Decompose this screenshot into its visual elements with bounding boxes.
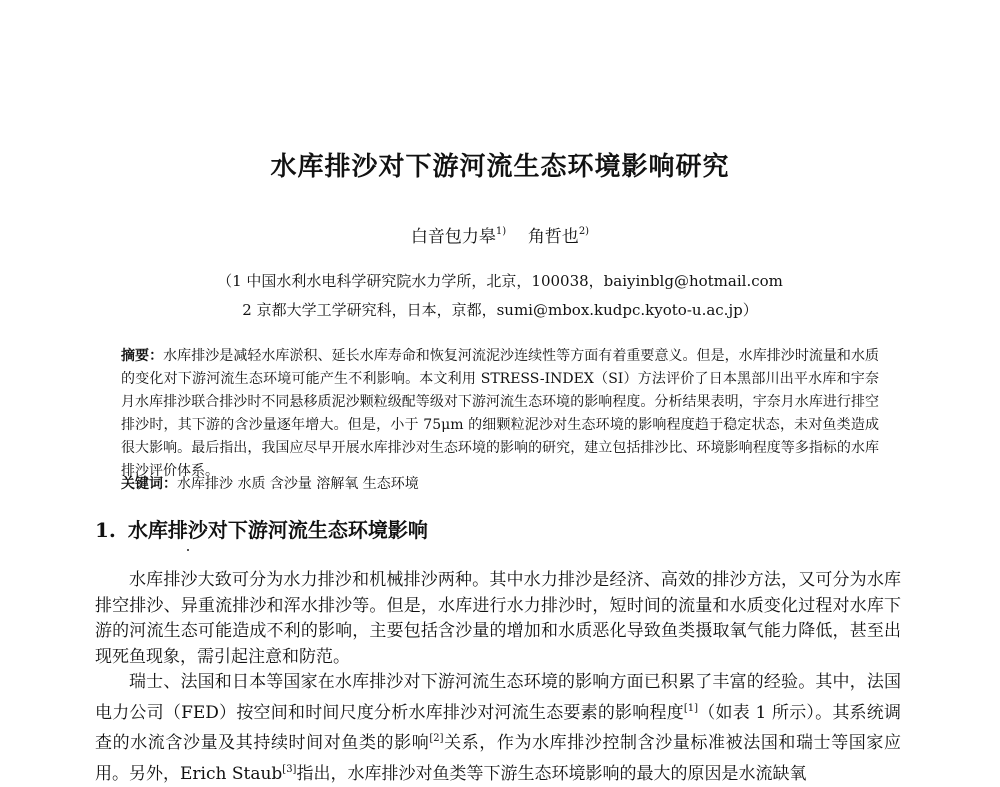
keywords bbox=[121, 473, 879, 496]
paragraph-text: 指出，水库排沙对鱼类等下游生态环境影响的最大的原因是水流缺氧 bbox=[296, 763, 807, 784]
paragraph: 水库排沙大致可分为水力排沙和机械排沙两种。其中水力排沙是经济、高效的排沙方法，又可分为水库排空排沙、异重流排沙和浑水排沙等。但是，水库进行水力排沙时，短时间的流量和水质变化过程对水库下游的河流生态可能造成不利的影响，主要包括含沙量的增加和水质恶化导致鱼类摄取氧气能力降低，甚至出现死鱼现象，需引起注意和防范。 bbox=[95, 570, 901, 667]
author-affiliation-mark: 1) bbox=[495, 226, 507, 237]
abstract-text: 水库排沙是减轻水库淤积、延长水库寿命和恢复河流泥沙连续性等方面有着重要意义。但是，水库排沙时流量和水质的变化对下游河流生态环境可能产生不利影响。本文利用 STRESS-INDEX（SI）方法评价了日本黑部川出平水库和宇奈月水库排沙联合排沙时不同悬移质泥沙颗粒级配等级对下游河流生态环境的影响程度。分析结果表明，宇奈月水库进行排空排沙时，其下游的含沙量逐年增大。但是，小于 75μm 的细颗粒泥沙对生态环境的影响程度趋于稳定状态，未对鱼类造成很大影响。最后指出，我国应尽早开展水库排沙对生态环境的影响的研究，建立包括排沙比、环境影响程度等多指标的水库排沙评价体系。 bbox=[121, 348, 880, 479]
author-name: 白音包力皋 bbox=[410, 227, 496, 247]
keywords-label: 关键词： bbox=[121, 476, 177, 492]
abstract bbox=[121, 345, 879, 483]
affiliation-line: 2 京都大学工学研究科，日本，京都，sumi@mbox.kudpc.kyoto-u.ac.jp） bbox=[242, 301, 758, 319]
paragraph-text: （如表 1 所示）。其系统调查的水流含沙量及其持续时间对鱼类的影响 bbox=[95, 702, 901, 753]
paragraph-text: 关系，作为水库排沙控制含沙量标准被法国和瑞士等国家应用。另外，Erich Staub bbox=[95, 733, 901, 784]
author-affiliation-mark: 2) bbox=[578, 226, 590, 237]
paper-title: 水库排沙对下游河流生态环境影响研究 bbox=[270, 152, 730, 182]
paragraph-text: 瑞士、法国和日本等国家在水库排沙对下游河流生态环境的影响方面已积累了丰富的经验。其中，法国电力公司（FED）按空间和时间尺度分析水库排沙对河流生态要素的影响程度 bbox=[95, 672, 901, 723]
citation-ref: [2] bbox=[429, 733, 444, 744]
section-number: 1. bbox=[95, 518, 116, 542]
paragraph bbox=[95, 670, 901, 787]
scan-speck bbox=[187, 549, 189, 551]
author-line bbox=[0, 222, 1000, 247]
citation-ref: [3] bbox=[282, 763, 297, 775]
keywords-text: 水库排沙 水质 含沙量 溶解氧 生态环境 bbox=[177, 476, 419, 492]
author-name: 角哲也 bbox=[527, 227, 579, 247]
abstract-label: 摘要： bbox=[121, 348, 164, 364]
affiliation-line: （1 中国水利水电科学研究院水力学所，北京，100038，baiyinblg@hotmail.com bbox=[217, 272, 783, 290]
body-text bbox=[95, 568, 901, 787]
citation-ref: [1] bbox=[683, 702, 699, 714]
section-heading bbox=[95, 514, 428, 543]
section-title: 水库排沙对下游河流生态环境影响 bbox=[127, 518, 428, 542]
